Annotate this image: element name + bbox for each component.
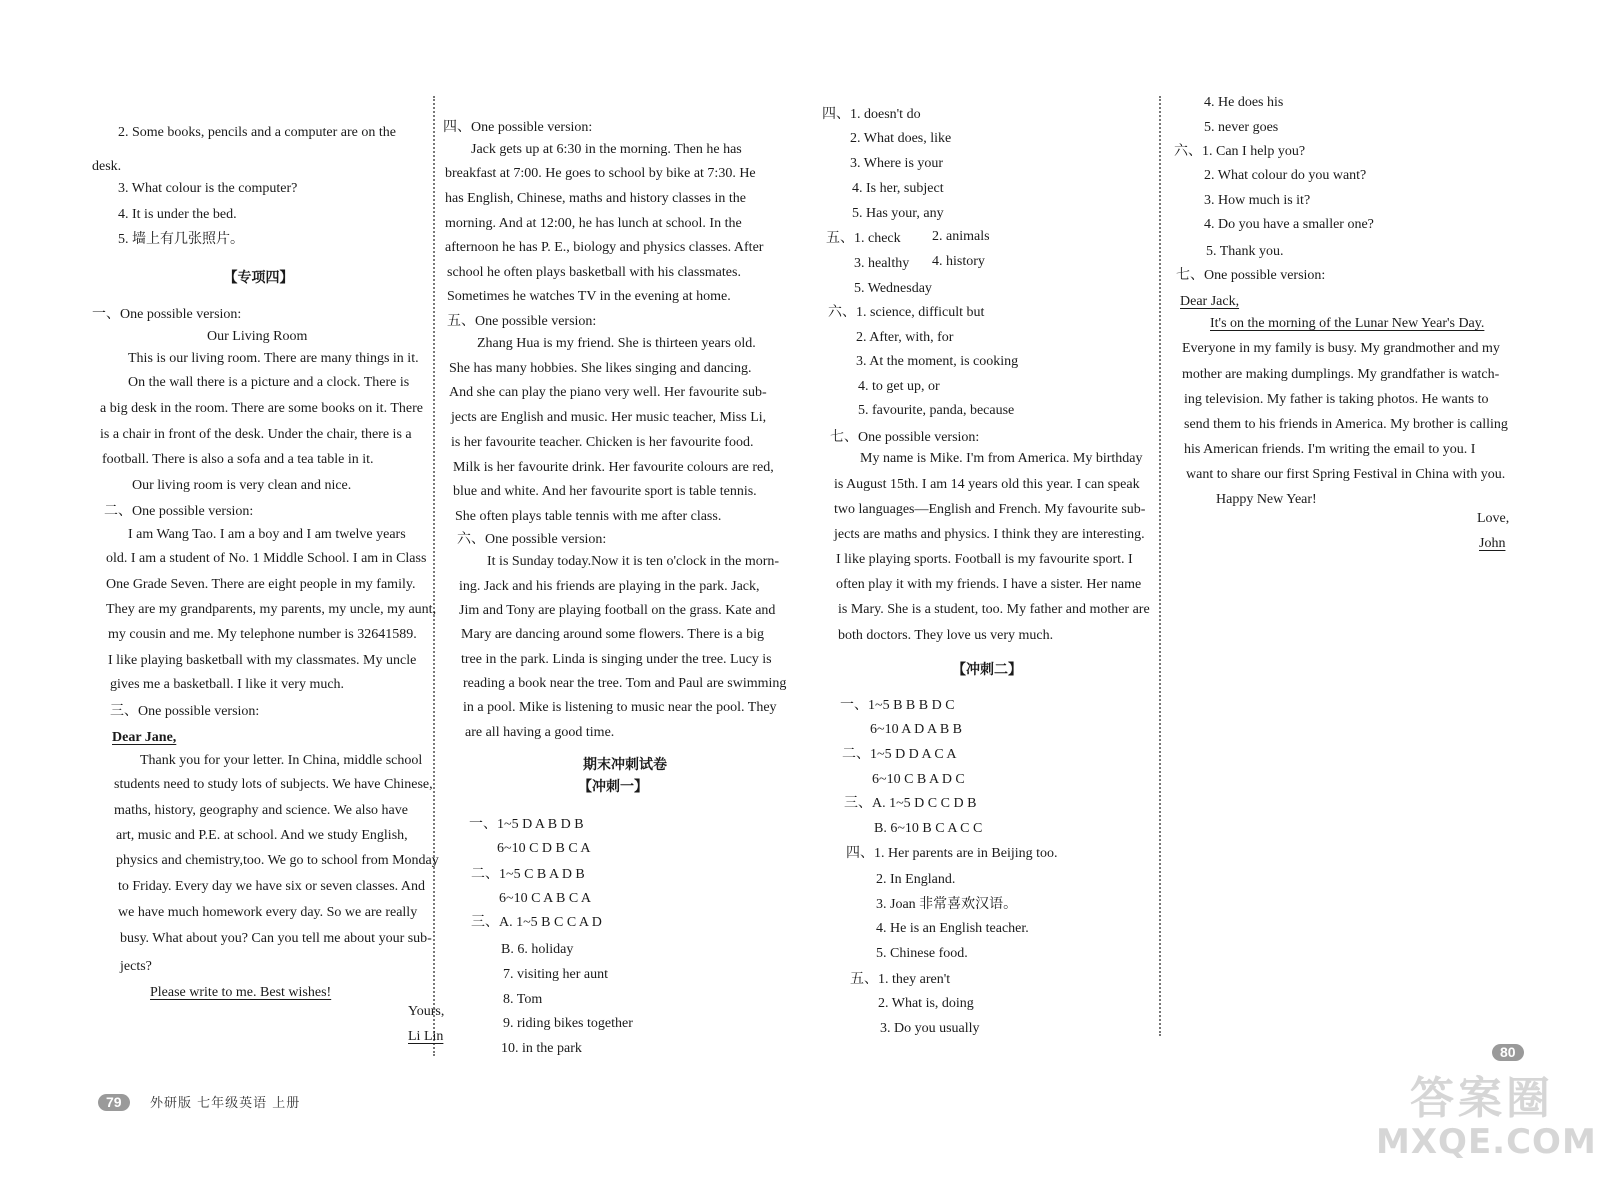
answer-line: 10. in the park [501, 1041, 582, 1056]
answer-line: 二、1~5 D D A C A [842, 747, 957, 762]
answer-line: 7. visiting her aunt [503, 967, 608, 982]
question-heading: 七、One possible version: [830, 430, 980, 445]
text-line: often play it with my friends. I have a sister. Her name [836, 577, 1142, 592]
text-line: My name is Mike. I'm from America. My birthday [860, 451, 1143, 466]
right-page-column-2 [1174, 0, 1519, 1060]
text-line: Our living room is very clean and nice. [132, 478, 352, 493]
text-line: 5. 墙上有几张照片。 [118, 232, 244, 247]
letter-closing: Yours, [408, 1004, 445, 1019]
text-line: in a pool. Mike is listening to music near the pool. They [463, 700, 777, 715]
answer-line: 6~10 A D A B B [870, 722, 962, 737]
text-line: blue and white. And her favourite sport is table tennis. [453, 484, 757, 499]
text-line: mother are making dumplings. My grandfather is watch- [1182, 367, 1500, 382]
answer-line: 3. How much is it? [1204, 193, 1311, 208]
answer-line: 三、A. 1~5 D C C D B [844, 796, 977, 811]
answer-line: 4. history [932, 254, 985, 269]
question-heading: 三、One possible version: [110, 704, 260, 719]
watermark-logo: 答案圈 [1410, 1073, 1554, 1124]
text-line: school he often plays basketball with his classmates. [447, 265, 741, 280]
answer-line: 3. At the moment, is cooking [856, 354, 1019, 369]
text-line: breakfast at 7:00. He goes to school by bike at 7:30. He [445, 166, 756, 181]
text-line: 3. What colour is the computer? [118, 181, 298, 196]
text-line: his American friends. I'm writing the email to you. I [1184, 442, 1476, 457]
text-line: I like playing sports. Football is my favourite sport. I [836, 552, 1133, 567]
answer-line: B. 6~10 B C A C C [874, 821, 983, 836]
answer-line: 9. riding bikes together [503, 1016, 633, 1031]
text-line: I am Wang Tao. I am a boy and I am twelve years [128, 527, 406, 542]
answer-line: 2. animals [932, 229, 990, 244]
answer-line: 一、1~5 D A B D B [469, 817, 584, 832]
text-line: Jack gets up at 6:30 in the morning. Then he has [471, 142, 742, 157]
question-heading: 五、One possible version: [447, 314, 597, 329]
answer-line: 六、1. Can I help you? [1174, 144, 1306, 159]
answer-line: 5. Chinese food. [876, 946, 968, 961]
section-title: 【专项四】 [223, 270, 294, 286]
section-title: 【冲刺二】 [952, 662, 1022, 678]
right-page-column-1 [822, 0, 1152, 1060]
text-line: It is Sunday today.Now it is ten o'clock in the morn- [487, 554, 780, 569]
text-line: a big desk in the room. There are some books on it. There [100, 401, 423, 416]
text-line: morning. And at 12:00, he has lunch at school. In the [445, 216, 742, 231]
answer-line: 2. In England. [876, 872, 956, 887]
answer-line: 5. never goes [1204, 120, 1279, 135]
text-line: On the wall there is a picture and a clock. There is [128, 375, 410, 390]
text-line: art, music and P.E. at school. And we study English, [116, 828, 408, 843]
watermark-url: MXQE.COM [1376, 1122, 1597, 1162]
answer-line: 6~10 C A B C A [499, 891, 591, 906]
text-line: send them to his friends in America. My brother is calling [1184, 417, 1508, 432]
text-line: It's on the morning of the Lunar New Year's Day. [1210, 316, 1485, 331]
left-page-number: 79 [98, 1094, 130, 1111]
answer-line: 2. What does, like [850, 131, 952, 146]
text-line: ing. Jack and his friends are playing in the park. Jack, [459, 579, 760, 594]
text-line: Jim and Tony are playing football on the grass. Kate and [459, 603, 776, 618]
text-line: is August 15th. I am 14 years old this year. I can speak [834, 477, 1140, 492]
text-line: I like playing basketball with my classmates. My uncle [108, 653, 417, 668]
letter-closing: Love, [1477, 511, 1510, 526]
text-line: And she can play the piano very well. Her favourite sub- [449, 385, 767, 400]
text-line: we have much homework every day. So we are really [118, 905, 418, 920]
question-heading: 二、One possible version: [104, 504, 254, 519]
question-heading: 七、One possible version: [1176, 268, 1326, 283]
answer-line: 六、1. science, difficult but [828, 305, 985, 320]
text-line: Everyone in my family is busy. My grandmother and my [1182, 341, 1500, 356]
text-line: desk. [92, 159, 122, 174]
answer-line: 4. Do you have a smaller one? [1204, 217, 1374, 232]
answer-line: 一、1~5 B B B D C [840, 698, 955, 713]
answer-line: 五、1. check [826, 231, 901, 246]
text-line: 4. It is under the bed. [118, 207, 237, 222]
answer-line: 6~10 C D B C A [497, 841, 591, 856]
answer-line: 3. healthy [854, 256, 910, 271]
text-line: maths, history, geography and science. We also have [114, 803, 408, 818]
question-heading: 四、One possible version: [443, 120, 593, 135]
answer-line: 3. Do you usually [880, 1021, 980, 1036]
text-line: physics and chemistry,too. We go to school from Monday [116, 853, 439, 868]
section-title: 【冲刺一】 [578, 779, 648, 795]
text-line: Milk is her favourite drink. Her favourite colours are red, [453, 460, 774, 475]
text-line: two languages—English and French. My favourite sub- [834, 502, 1146, 517]
text-line: afternoon he has P. E., biology and physics classes. After [445, 240, 764, 255]
text-line: is a chair in front of the desk. Under the chair, there is a [100, 427, 412, 442]
text-line: is her favourite teacher. Chicken is her favourite food. [451, 435, 754, 450]
answer-line: 4. He is an English teacher. [876, 921, 1029, 936]
answer-line: 四、1. Her parents are in Beijing too. [846, 846, 1058, 861]
answer-line: 5. Wednesday [854, 281, 932, 296]
answer-line: 8. Tom [503, 992, 543, 1007]
answer-line: 5. Has your, any [852, 206, 944, 221]
question-heading: 六、One possible version: [457, 532, 607, 547]
question-heading: 一、One possible version: [92, 307, 242, 322]
text-line: They are my grandparents, my parents, my uncle, my aunt, [106, 602, 437, 617]
answer-line: 五、1. they aren't [850, 972, 951, 987]
text-line: has English, Chinese, maths and history classes in the [445, 191, 746, 206]
essay-title: Our Living Room [207, 329, 308, 344]
text-line: Happy New Year! [1216, 492, 1317, 507]
text-line: busy. What about you? Can you tell me about your sub- [120, 931, 432, 946]
answer-line: 2. After, with, for [856, 330, 954, 345]
text-line: to Friday. Every day we have six or seven classes. And [118, 879, 426, 894]
answer-line: 2. What colour do you want? [1204, 168, 1367, 183]
left-page-column-2 [443, 0, 788, 1060]
text-line: 2. Some books, pencils and a computer are on the [118, 125, 396, 140]
answer-line: 2. What is, doing [878, 996, 974, 1011]
letter-signature: John [1479, 536, 1506, 551]
left-page-column-1 [92, 0, 445, 1060]
text-line: football. There is also a sofa and a tea table in it. [102, 452, 374, 467]
answer-line: 二、1~5 C B A D B [471, 867, 585, 882]
letter-salutation: Dear Jack, [1180, 294, 1240, 309]
text-line: want to share our first Spring Festival in China with you. [1186, 467, 1506, 482]
text-line: ing television. My father is taking photos. He wants to [1184, 392, 1489, 407]
book-info: 外研版 七年级英语 上册 [150, 1096, 301, 1111]
text-line: Zhang Hua is my friend. She is thirteen years old. [477, 336, 756, 351]
column-divider [433, 96, 435, 1056]
answer-line: 5. favourite, panda, because [858, 403, 1015, 418]
text-line: She often plays table tennis with me after class. [455, 509, 722, 524]
text-line: gives me a basketball. I like it very much. [110, 677, 345, 692]
letter-salutation: Dear Jane, [112, 730, 177, 745]
text-line: students need to study lots of subjects. We have Chinese, [114, 777, 433, 792]
exam-title: 期末冲刺试卷 [583, 757, 667, 773]
answer-line: 4. He does his [1204, 95, 1284, 110]
text-line: jects are maths and physics. I think they are interesting. [834, 527, 1145, 542]
answer-line: 5. Thank you. [1206, 244, 1284, 259]
letter-signature: Li Lin [408, 1029, 444, 1044]
answer-line: 三、A. 1~5 B C C A D [471, 915, 602, 930]
text-line: Sometimes he watches TV in the evening at home. [447, 289, 731, 304]
answer-line: 四、1. doesn't do [822, 107, 921, 122]
text-line: is Mary. She is a student, too. My father and mother are [838, 602, 1150, 617]
text-line: Please write to me. Best wishes! [150, 985, 332, 1000]
text-line: She has many hobbies. She likes singing and dancing. [449, 361, 752, 376]
text-line: Thank you for your letter. In China, middle school [140, 753, 423, 768]
answer-line: B. 6. holiday [501, 942, 574, 957]
text-line: This is our living room. There are many things in it. [128, 351, 419, 366]
answer-line: 3. Joan 非常喜欢汉语。 [876, 897, 1018, 912]
text-line: old. I am a student of No. 1 Middle School. I am in Class [106, 551, 427, 566]
answer-line: 3. Where is your [850, 156, 944, 171]
right-page-number: 80 [1492, 1044, 1524, 1061]
answer-line: 6~10 C B A D C [872, 772, 965, 787]
text-line: my cousin and me. My telephone number is 32641589. [108, 627, 417, 642]
text-line: jects are English and music. Her music teacher, Miss Li, [451, 410, 767, 425]
text-line: are all having a good time. [465, 725, 615, 740]
text-line: tree in the park. Linda is singing under the tree. Lucy is [461, 652, 772, 667]
text-line: One Grade Seven. There are eight people in my family. [106, 577, 416, 592]
column-divider [1159, 96, 1161, 1036]
text-line: both doctors. They love us very much. [838, 628, 1054, 643]
answer-line: 4. to get up, or [858, 379, 940, 394]
text-line: reading a book near the tree. Tom and Paul are swimming [463, 676, 787, 691]
answer-line: 4. Is her, subject [852, 181, 944, 196]
text-line: jects? [120, 959, 152, 974]
text-line: Mary are dancing around some flowers. There is a big [461, 627, 764, 642]
